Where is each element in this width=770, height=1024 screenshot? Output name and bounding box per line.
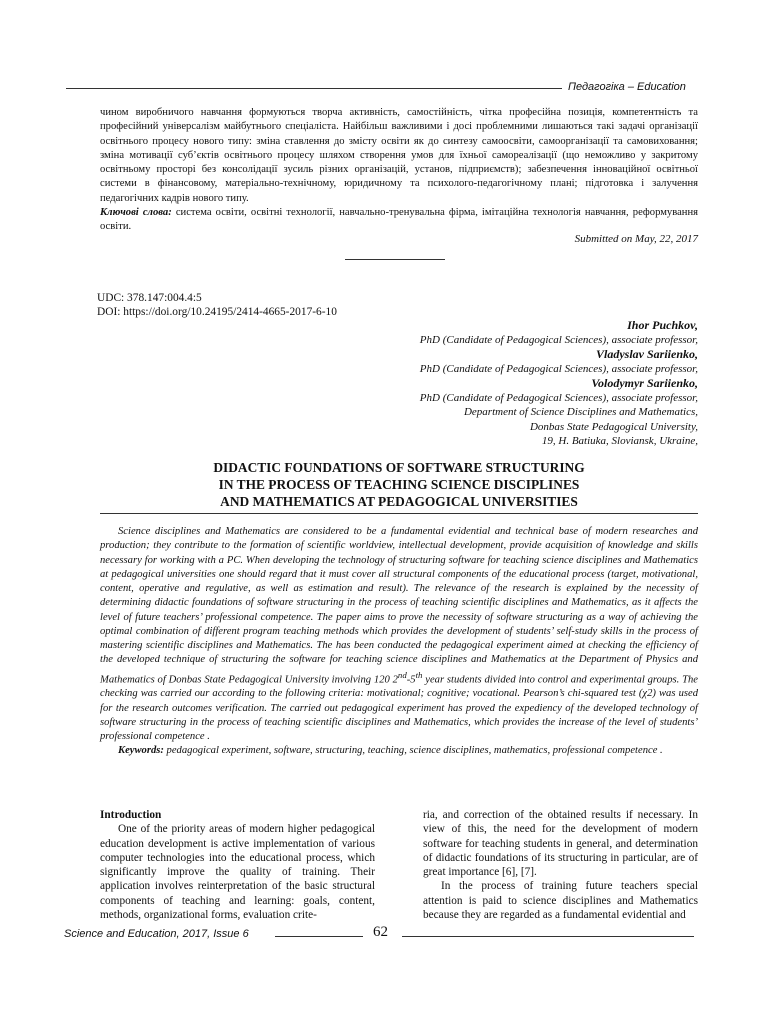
- ua-keywords-label: Ключові слова:: [100, 207, 172, 219]
- submitted-date: Submitted on May, 22, 2017: [574, 233, 698, 245]
- author-degree: PhD (Candidate of Pedagogical Sciences), associate professor,: [419, 333, 698, 346]
- article-title: [100, 459, 698, 510]
- abstract-text-part: Science disciplines and Mathematics are considered to be a fundamental evidential and technical base of modern researches and production; they contribute to the formation of scientific worldview, intellectual development, provide acquisition of knowledge and skills necessary for working with a PC. When developing the technology of structuring software for teaching science disciplines and Mathematics at pedagogical universities one should regard that it must cover all structural components of the educational process (target, motivational, content, operative and regulative, as well as estimation and result). The relevance of the research is explained by the necessity of determining didactic foundations of software structuring in the process of teaching scientific disciplines and Mathematics, as it affects the level of future teachers’ professional competence. The paper aims to prove the necessity of software structuring as a way of achieving the optimal combination of different program teaching methods which provides the development of students’ self-study skills in the process of mastering scientific disciplines and Mathematics. The has been conducted the pedagogical experiment aimed at checking the efficiency of the developed technique of structuring the software for teaching science disciplines and Mathematics at the Department of Physics and Mathematics of Donbas State Pedagogical University involving 120 2: [100, 526, 698, 686]
- ordinal-suffix: nd: [397, 669, 407, 680]
- keywords-label: Keywords:: [118, 745, 164, 757]
- footer-rule: [275, 936, 363, 937]
- abstract: [100, 525, 698, 759]
- journal-section-header: Педагогіка – Education: [568, 81, 686, 93]
- abstract-keywords: [100, 744, 698, 758]
- author-name: Vladyslav Sariienko,: [595, 347, 698, 361]
- abstract-text-part: year students divided into control and experimental groups. The checking was carried our according to the following criteria: motivational; cognitive; vocational. Pearson’s chi-squared test (χ2) was used for the research outcomes verification. The carried out pedagogical experiment has proved the expediency of the developed technology of software structuring in the process of teaching scientific disciplines and Mathematics, which provides the increase of the level of students’ professional competence .: [100, 674, 698, 743]
- ua-keywords: [100, 206, 698, 235]
- title-line: AND MATHEMATICS AT PEDAGOGICAL UNIVERSITIES: [220, 494, 578, 509]
- author-degree: PhD (Candidate of Pedagogical Sciences), associate professor,: [419, 362, 698, 375]
- ua-paragraph: чином виробничого навчання формуються творча активність, самостійність, чітка професійна позиція, компетентність та професійний універсалізм майбутнього спеціаліста. Найбільш важливими і досі проблемними лишаються такі задачі організації освітнього процесу нового типу: зміна ставлення до змісту освіти як до синтезу самоосвіти, самоорганізації та самовиховання; зміна мотивації суб’єктів освітнього процесу шляхом створення умов для їхньої самореалізації (що неможливо у закритому освітньому просторі без консолідації зусиль різних організацій, установ, підприємств); забезпечення інноваційної освітньої системи в фінансовому, матеріально-технічному, юридичному та психолого-педагогічному плані; підготовка і залучення педагогічних кадрів нового типу.: [100, 107, 698, 204]
- section-heading-introduction: Introduction: [100, 809, 162, 821]
- author-name: Volodymyr Sariienko,: [591, 376, 698, 390]
- ordinal-suffix: th: [415, 669, 423, 680]
- previous-article-tail: [100, 106, 698, 235]
- affiliation-university: Donbas State Pedagogical University,: [529, 420, 698, 433]
- body-column-right: [423, 808, 698, 922]
- footer-journal: Science and Education, 2017, Issue 6: [64, 928, 249, 940]
- affiliation-address: 19, H. Batiuka, Sloviansk, Ukraine,: [541, 435, 698, 447]
- ua-keywords-text: система освіти, освітні технології, навчально-тренувальна фірма, імітаційна технологія навчання, реформування освіти.: [100, 207, 698, 233]
- article-separator: [345, 259, 445, 260]
- doi-link[interactable]: DOI: https://doi.org/10.24195/2414-4665-2017-6-10: [97, 306, 337, 318]
- author-degree: PhD (Candidate of Pedagogical Sciences), associate professor,: [419, 391, 698, 404]
- title-line: IN THE PROCESS OF TEACHING SCIENCE DISCIPLINES: [218, 477, 580, 492]
- abstract-text-part: -5: [406, 674, 416, 686]
- body-paragraph: One of the priority areas of modern higher pedagogical education development is active implementation of various computer technologies into the educational process, which significantly improve the quality of training. Their application involves reinterpretation of the basic structural components of teaching and learning: goals, content, methods, organizational forms, evaluation crite-: [100, 823, 375, 922]
- page-number: 62: [373, 924, 388, 940]
- body-column-left: [100, 808, 375, 922]
- title-line: DIDACTIC FOUNDATIONS OF SOFTWARE STRUCTURING: [213, 460, 585, 475]
- body-paragraph: In the process of training future teachers special attention is paid to science disciplines and Mathematics because they are regarded as a fundamental evidential and: [423, 880, 698, 922]
- udc-code: UDC: 378.147:004.4:5: [97, 292, 202, 304]
- header-rule: [66, 88, 562, 89]
- authors-block: [318, 318, 698, 449]
- affiliation-department: Department of Science Disciplines and Mathematics,: [463, 406, 698, 418]
- title-rule: [100, 513, 698, 514]
- author-name: Ihor Puchkov,: [627, 318, 698, 332]
- abstract-text: [100, 525, 698, 744]
- keywords-text: pedagogical experiment, software, structuring, teaching, science disciplines, mathematics, professional competence .: [163, 745, 663, 757]
- footer-rule: [402, 936, 694, 937]
- body-paragraph: ria, and correction of the obtained results if necessary. In view of this, the need for the development of modern software for teaching students in general, and determination of didactic foundations of its structuring in particular, are of great importance [6], [7].: [423, 809, 698, 879]
